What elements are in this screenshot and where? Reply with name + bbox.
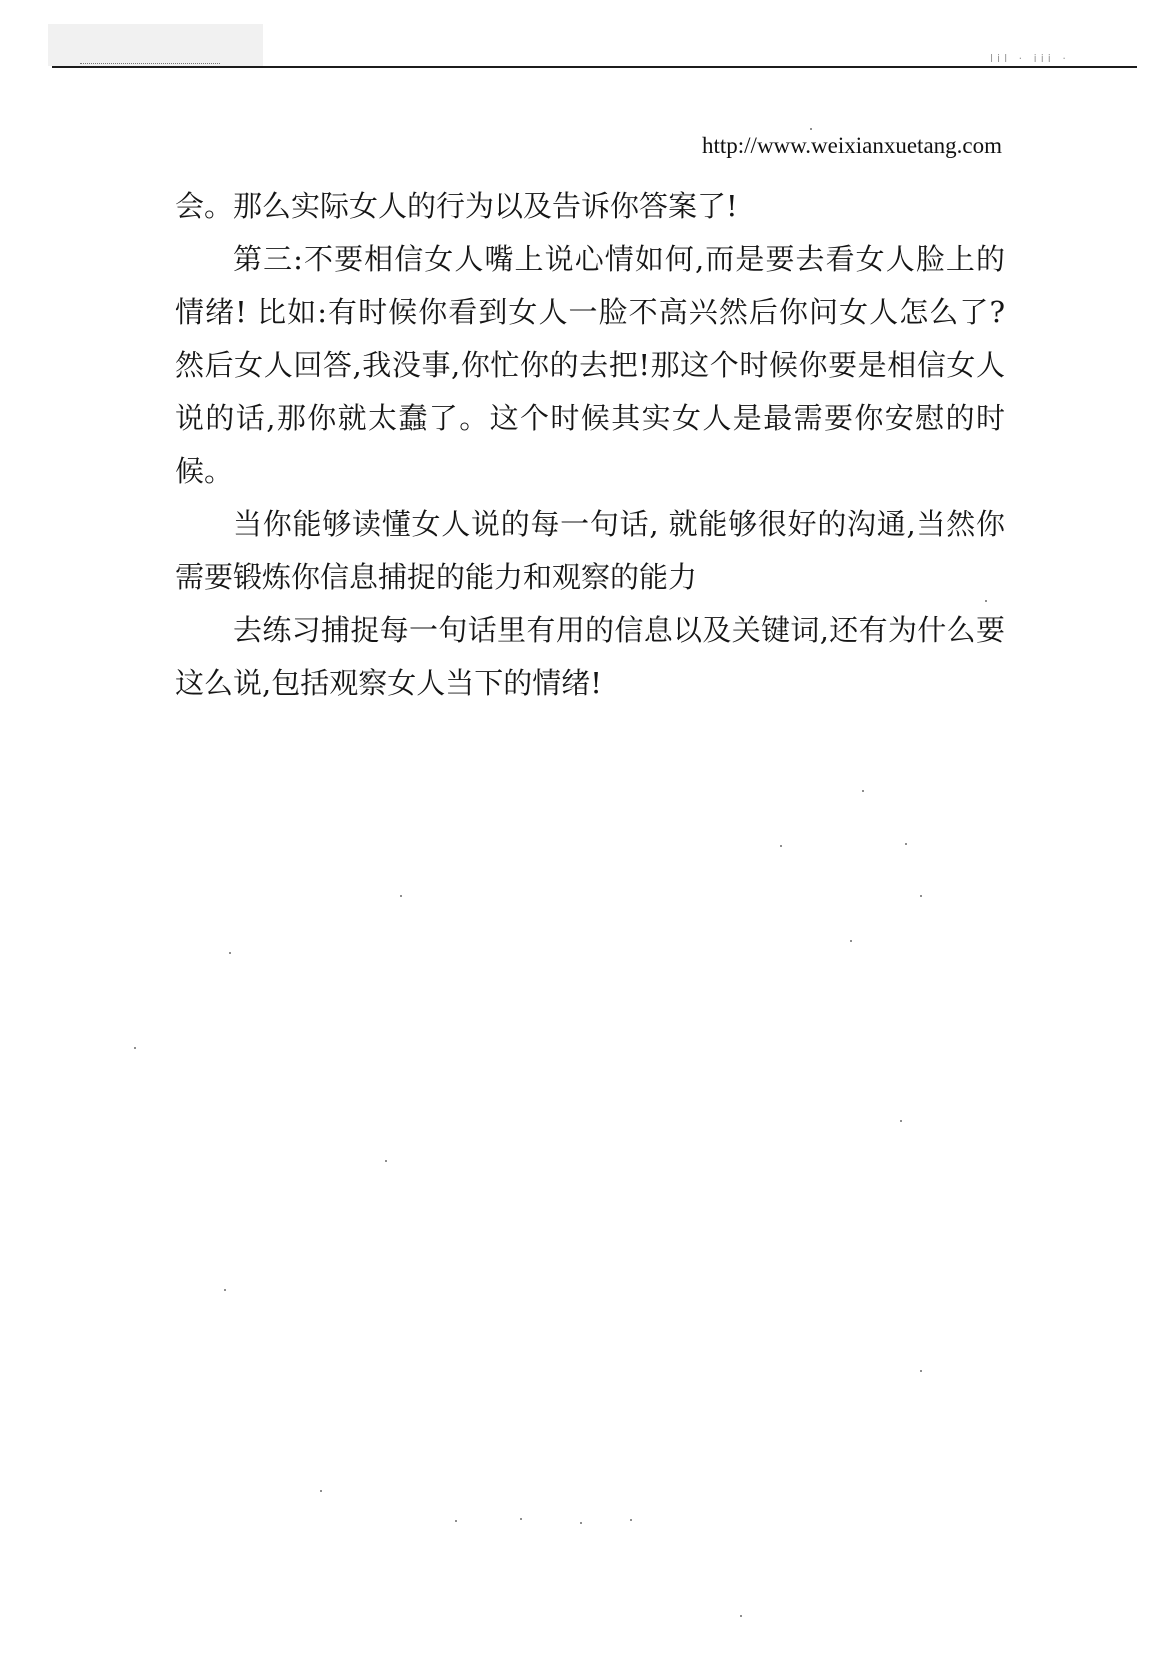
speck: [850, 940, 852, 942]
speck: [400, 895, 402, 897]
speck: [580, 1522, 582, 1524]
header-page-marks: lil · iii ·: [990, 52, 1070, 65]
speck: [385, 1160, 387, 1162]
source-url: http://www.weixianxuetang.com: [702, 133, 1002, 158]
speck: [229, 952, 231, 954]
paragraph-1: 会。那么实际女人的行为以及告诉你答案了!: [175, 189, 738, 223]
header-dotted-rule: [80, 63, 220, 64]
scan-smudge: [48, 24, 263, 66]
paragraph-3: 当你能够读懂女人说的每一句话, 就能够很好的沟通,当然你需要锻炼你信息捕捉的能力和观察的能力: [175, 507, 1005, 594]
speck: [740, 1615, 742, 1617]
speck: [520, 1518, 522, 1520]
speck: [985, 600, 987, 602]
body-text: [175, 180, 1005, 710]
header-rule: [52, 66, 1137, 68]
speck: [810, 128, 812, 130]
speck: [320, 1490, 322, 1492]
speck: [862, 790, 864, 792]
speck: [900, 1120, 902, 1122]
speck: [630, 1519, 632, 1521]
paragraph-2: 第三:不要相信女人嘴上说心情如何,而是要去看女人脸上的情绪! 比如:有时候你看到女人一脸不高兴然后你问女人怎么了? 然后女人回答,我没事,你忙你的去把!那这个时候你要是相信女人说的话,那你就太蠢了。这个时候其实女人是最需要你安慰的时候。: [175, 242, 1005, 488]
speck: [920, 895, 922, 897]
speck: [920, 1370, 922, 1372]
speck: [780, 845, 782, 847]
paragraph-4: 去练习捕捉每一句话里有用的信息以及关键词,还有为什么要这么说,包括观察女人当下的情绪!: [175, 613, 1005, 700]
speck: [134, 1047, 136, 1049]
speck: [224, 1289, 226, 1291]
speck: [455, 1520, 457, 1522]
speck: [905, 843, 907, 845]
